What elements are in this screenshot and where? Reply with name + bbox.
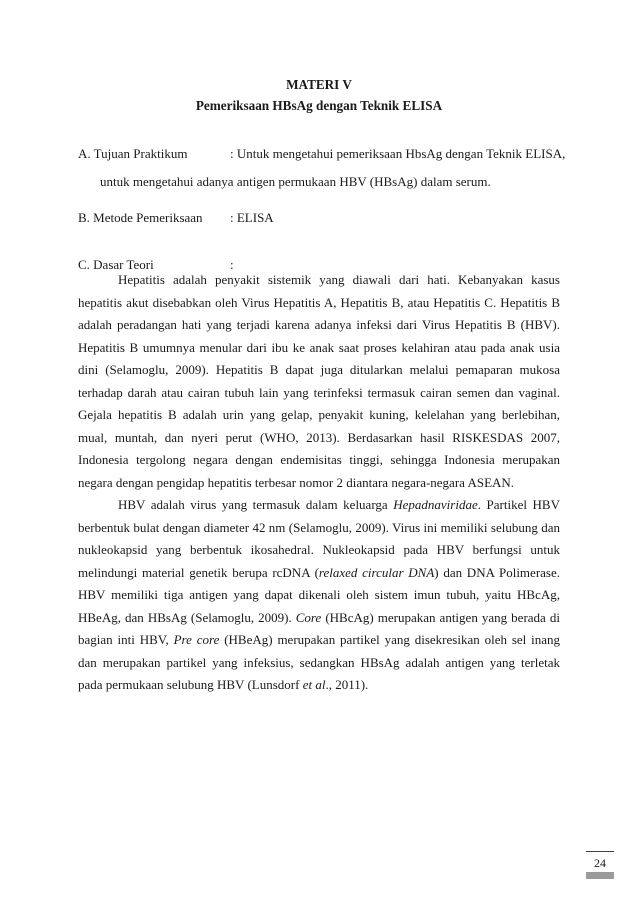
para2-italic-2: relaxed circular DNA (318, 564, 435, 580)
para2-italic-4: Pre core (173, 632, 220, 647)
para2-text-3: ) dan DNA Polimerase. HBV memiliki tiga antigen yang dapat dikenali oleh sistem imun tubuh, yaitu HBcAg, HBeAg, dan HBsAg (Selamoglu, 2009). (78, 564, 560, 625)
para2-italic-3: Core (295, 609, 322, 625)
para2-text-2: . Partikel HBV berbentuk bulat dengan diameter 42 nm (Selamoglu, 2009). Virus ini memiliki selubung dan nukleokapsid yang berbentuk ikosahedral. Nukleokapsid pada HBV berfungsi untuk melindungi material genetik berupa rcDNA ( (78, 497, 560, 580)
para2-text-1: HBV adalah virus yang termasuk dalam keluarga (118, 497, 394, 512)
page-number-bar (586, 872, 614, 879)
paragraph-hbv (78, 494, 560, 697)
para2-text-6: ., 2011). (325, 677, 369, 692)
section-a-label: A. Tujuan Praktikum (78, 146, 188, 161)
page-number-rule (586, 851, 614, 852)
para2-italic-5: et al (302, 677, 326, 692)
section-b-value: : ELISA (230, 210, 274, 225)
section-c-label: C. Dasar Teori (78, 257, 154, 272)
page-number: 24 (594, 856, 606, 870)
para2-text-5: (HBeAg) merupakan partikel yang disekresikan oleh sel inang dan merupakan partikel yang infeksius, sedangkan HBsAg adalah antigen yang terletak pada permukaan selubung HBV (Lunsdorf (78, 632, 561, 692)
paragraph-hepatitis: Hepatitis adalah penyakit sistemik yang diawali dari hati. Kebanyakan kasus hepatitis akut disebabkan oleh Virus Hepatitis A, Hepatitis B, atau Hepatitis C. Hepatitis B adalah peradangan hati yang terjadi karena adanya infeksi dari Virus Hepatitis B (HBV). Hepatitis B umumnya menular dari ibu ke anak saat proses kelahiran atau pada anak usia dini (Selamoglu, 2009). Hepatitis B dapat juga ditularkan melalui pemaparan mukosa terhadap darah atau cairan tubuh lain yang terinfeksi termasuk cairan semen dan vaginal. Gejala hepatitis B adalah urin yang gelap, penyakit kuning, kelelahan yang berlebihan, mual, muntah, dan nyeri perut (WHO, 2013). Berdasarkan hasil RISKESDAS 2007, Indonesia tergolong negara dengan endemisitas tinggi, sehingga Indonesia merupakan negara dengan pengidap hepatitis terbesar nomor 2 diantara negara-negara ASEAN. (78, 272, 560, 490)
para2-italic-1: Hepadnaviridae (393, 497, 478, 512)
chapter-subtitle: Pemeriksaan HBsAg dengan Teknik ELISA (195, 98, 443, 113)
section-a-value: : Untuk mengetahui pemeriksaan HbsAg dengan Teknik ELISA, (230, 146, 566, 161)
section-b-label: B. Metode Pemeriksaan (78, 210, 203, 225)
para2-text-4: (HBcAg) merupakan antigen yang berada di bagian inti HBV, (78, 609, 560, 647)
section-c-value: : (230, 257, 234, 272)
chapter-title: MATERI V (286, 77, 352, 92)
section-a-continuation: untuk mengetahui adanya antigen permukaan HBV (HBsAg) dalam serum. (100, 174, 491, 189)
